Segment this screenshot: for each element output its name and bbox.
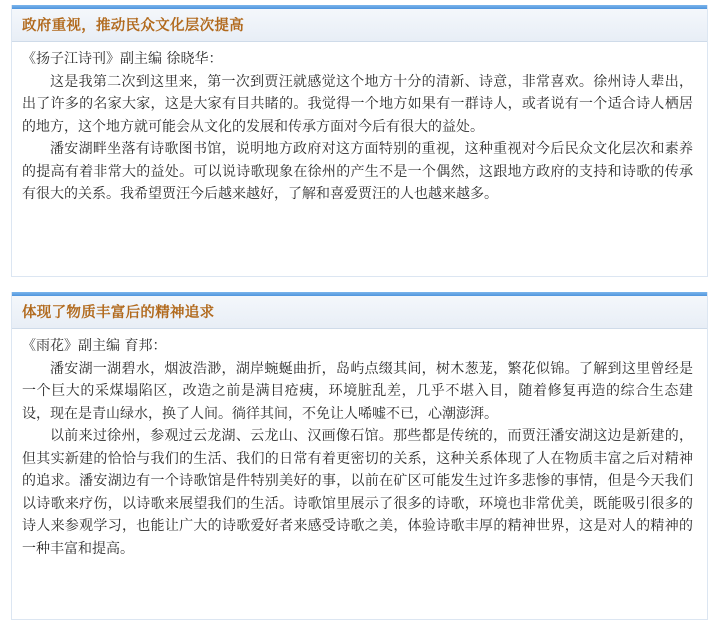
paragraph: 这是我第二次到这里来，第一次到贾汪就感觉这个地方十分的清新、诗意，非常喜欢。徐州诗人辈出，出了许多的名家大家，这是大家有目共睹的。我觉得一个地方如果有一群诗人，或者说有一个适合诗人栖居的地方，这个地方就可能会从文化的发展和传承方面对今后有很大的益处。: [22, 73, 693, 135]
speaker-line: 《雨花》副主编 育邦：: [22, 338, 167, 354]
section-header: [12, 9, 707, 42]
speaker-line: 《扬子江诗刊》副主编 徐晓华：: [22, 51, 223, 67]
section-body: [12, 42, 707, 206]
section-header: [12, 296, 707, 329]
article-section-spirit: [11, 292, 708, 620]
paragraph: 潘安湖一湖碧水，烟波浩渺，湖岸蜿蜒曲折，岛屿点缀其间，树木葱茏，繁花似锦。了解到这里曾经是一个巨大的采煤塌陷区，改造之前是满目疮痍，环境脏乱差，几乎不堪入目，随着修复再造的综合生态建设，现在是青山绿水，换了人间。徜徉其间，不免让人唏嘘不已，心潮澎湃。: [22, 360, 693, 422]
section-body: [12, 329, 707, 560]
section-title: 体现了物质丰富后的精神追求: [22, 305, 215, 321]
section-title: 政府重视，推动民众文化层次提高: [22, 18, 244, 34]
paragraph: 以前来过徐州，参观过云龙湖、云龙山、汉画像石馆。那些都是传统的，而贾汪潘安湖这边是新建的，但其实新建的恰恰与我们的生活、我们的日常有着更密切的关系，这种关系体现了人在物质丰富之后对精神的追求。潘安湖边有一个诗歌馆是件特别美好的事，以前在矿区可能发生过许多悲惨的事情，但是今天我们以诗歌来疗伤，以诗歌来展望我们的生活。诗歌馆里展示了很多的诗歌，环境也非常优美，既能吸引很多的诗人来参观学习，也能让广大的诗歌爱好者来感受诗歌之美，体验诗歌丰厚的精神世界，这是对人的精神的一种丰富和提高。: [22, 428, 693, 557]
article-section-government: [11, 5, 708, 277]
paragraph: 潘安湖畔坐落有诗歌图书馆，说明地方政府对这方面特别的重视，这种重视对今后民众文化层次和素养的提高有着非常大的益处。可以说诗歌现象在徐州的产生不是一个偶然，这跟地方政府的支持和诗歌的传承有很大的关系。我希望贾汪今后越来越好，了解和喜爱贾汪的人也越来越多。: [22, 141, 693, 202]
